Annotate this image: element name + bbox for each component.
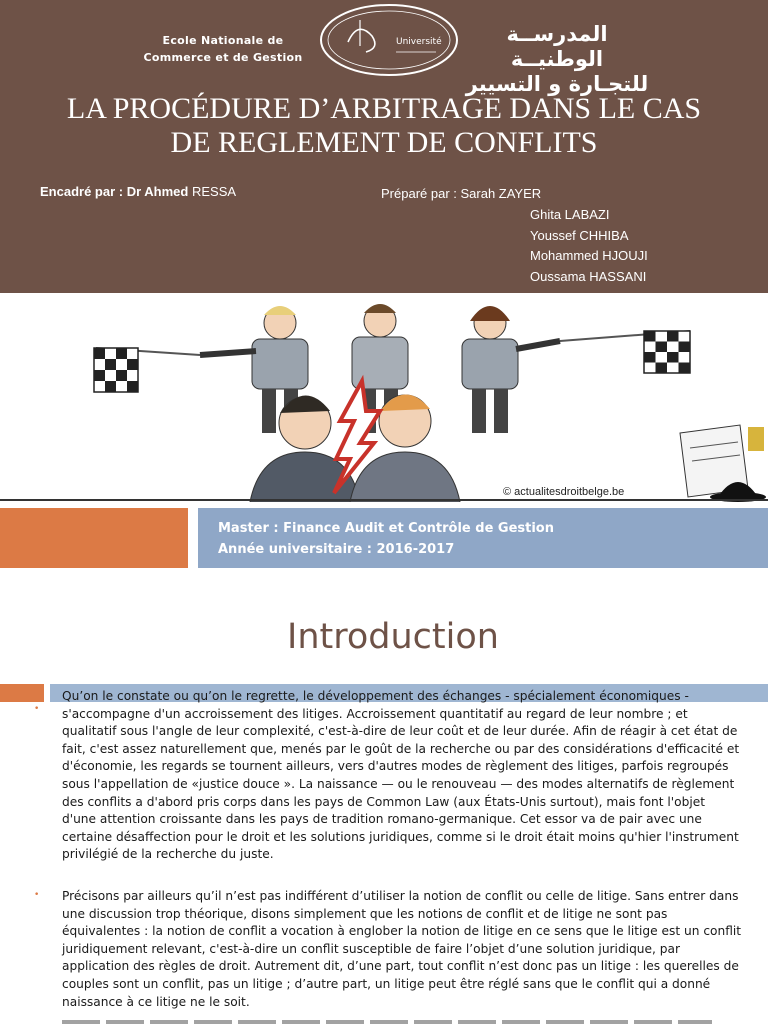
- master-band: [198, 508, 768, 568]
- logo-text: Université: [396, 37, 442, 47]
- academic-year: Année universitaire : 2016-2017: [218, 542, 455, 557]
- bullet-icon: •: [34, 704, 40, 714]
- accent-strip: [0, 684, 44, 702]
- image-credit: © actualitesdroitbelge.be: [503, 486, 625, 498]
- authors-list: [530, 205, 648, 287]
- truncated-text-line: [62, 1016, 712, 1024]
- conflict-illustration: [0, 293, 768, 502]
- accent-block: [0, 508, 188, 568]
- intro-paragraph: Précisons par ailleurs qu’il n’est pas indifférent d’utiliser la notion de conflit ou celle de litige. Sans entrer dans une discussion trop théorique, disons simplement que les notions de conflit et de litige ne sont pas équivalentes : la notion de conflit a vocation à englober la notion de litige en ce sens que le litige est un conflit juridiquement relevant, c'est-à-dire un conflit susceptible de faire l’objet d’une solution juridique, par application des règles de droit. Autrement dit, d’une part, tout conflit n’est donc pas un litige : les querelles de couples sont un conflit, pas un litige ; d’autre part, un litige peut être réglé sans que le conflit qui a donné naissance à ce litige ne le soit.: [62, 889, 742, 1009]
- school-name-french: Ecole Nationale de Commerce et de Gestion: [143, 34, 303, 64]
- author-name: Mohammed HJOUJI: [530, 248, 648, 263]
- presentation-title: LA PROCÉDURE D’ARBITRAGE DANS LE CAS DE REGLEMENT DE CONFLITS: [66, 92, 702, 159]
- supervisor-line: Encadré par : Dr Ahmed RESSA: [40, 184, 237, 199]
- author-name: Ghita LABAZI: [530, 207, 610, 222]
- title-slide-header: [0, 0, 768, 293]
- bullet-icon: •: [34, 890, 40, 900]
- author-name: Oussama HASSANI: [530, 268, 647, 284]
- slide-title: Introduction: [287, 617, 499, 657]
- author-name: Youssef CHHIBA: [530, 227, 629, 243]
- school-logo: [318, 2, 460, 78]
- prepared-by-label: Préparé par : Sarah ZAYER: [381, 186, 542, 201]
- school-name-arabic: المدرســة الوطنيــة للتجـارة و التسيير: [465, 22, 649, 96]
- master-program: Master : Finance Audit et Contrôle de Gestion: [218, 521, 554, 536]
- intro-paragraph: Qu’on le constate ou qu’on le regrette, le développement des échanges - spécialement économiques - s'accompagne d'un accroissement des litiges. Accroissement quantitatif au regard de leur nombre ; et qualitatif sous l'angle de leur complexité, c'est-à-dire de leur coût et de leur durée. Afin de réagir à cet état de fait, c'est assez naturellement que, menés par le goût de la recherche ou par des considérations d'efficacité et d'économie, les regards se tournent ailleurs, vers d'autres modes de règlement des litiges, parfois regroupés sous l'appellation de «justice douce ». La naissance — ou le renouveau — des modes alternatifs de règlement des conflits a d'abord pris corps dans les pays de Common Law (aux États-Unis surtout), mais font l'objet d'une attention croissante dans les pays de tradition romano-germanique. Cet essor va de pair avec une certaine désaffection pour le droit et les solutions juridiques, comme si le droit était moins qu'hier l'instrument privilégié de la recherche du juste.: [62, 689, 740, 862]
